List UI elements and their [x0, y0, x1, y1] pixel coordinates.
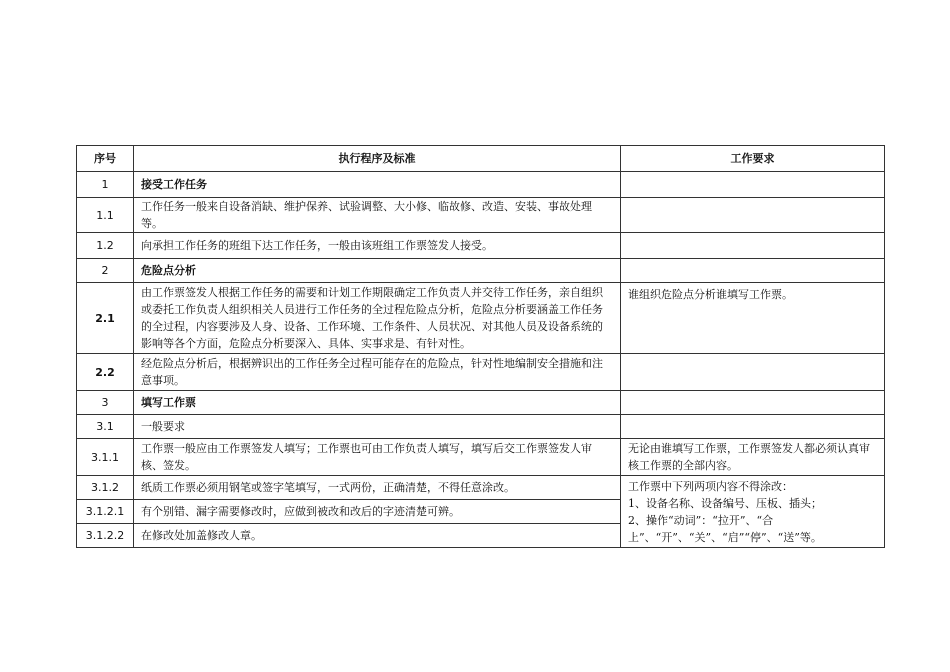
table-row — [77, 415, 885, 439]
row-procedure: 一般要求 — [134, 415, 621, 439]
row-procedure: 工作票一般应由工作票签发人填写；工作票也可由工作负责人填写，填写后交工作票签发人审核、签发。 — [134, 439, 621, 476]
row-number: 1 — [77, 172, 134, 198]
row-requirement — [621, 259, 885, 283]
table-row — [77, 198, 885, 233]
row-procedure: 纸质工作票必须用钢笔或签字笔填写，一式两份，正确清楚，不得任意涂改。 — [134, 476, 621, 500]
table-row — [77, 283, 885, 354]
row-requirement: 谁组织危险点分析谁填写工作票。 — [621, 283, 885, 354]
table-row — [77, 439, 885, 476]
row-requirement — [621, 233, 885, 259]
row-number: 1.2 — [77, 233, 134, 259]
section-title: 接受工作任务 — [134, 172, 621, 198]
row-requirement — [621, 354, 885, 391]
table-row — [77, 476, 885, 500]
row-procedure: 在修改处加盖修改人章。 — [134, 524, 621, 548]
row-procedure: 工作任务一般来自设备消缺、维护保养、试验调整、大小修、临故修、改造、安装、事故处理等。 — [134, 198, 621, 233]
table-header-row — [77, 146, 885, 172]
row-number: 3 — [77, 391, 134, 415]
row-number: 3.1 — [77, 415, 134, 439]
row-procedure: 由工作票签发人根据工作任务的需要和计划工作期限确定工作负责人并交待工作任务，亲自组织或委托工作负责人组织相关人员进行工作任务的全过程危险点分析，危险点分析要涵盖工作任务的全过程，内容要涉及人身、设备、工作环境、工作条件、人员状况、对其他人员及设备系统的影响等各个方面，危险点分析要深入、具体、实事求是、有针对性。 — [134, 283, 621, 354]
table-row — [77, 233, 885, 259]
table-row — [77, 354, 885, 391]
row-number: 1.1 — [77, 198, 134, 233]
section-title: 填写工作票 — [134, 391, 621, 415]
row-procedure: 有个别错、漏字需要修改时，应做到被改和改后的字迹清楚可辨。 — [134, 500, 621, 524]
header-requirement: 工作要求 — [621, 146, 885, 172]
header-no: 序号 — [77, 146, 134, 172]
row-number: 3.1.2.1 — [77, 500, 134, 524]
row-number: 3.1.2 — [77, 476, 134, 500]
table-row — [77, 172, 885, 198]
table-row — [77, 391, 885, 415]
row-requirement — [621, 172, 885, 198]
header-procedure: 执行程序及标准 — [134, 146, 621, 172]
row-requirement — [621, 415, 885, 439]
row-requirement: 无论由谁填写工作票，工作票签发人都必须认真审核工作票的全部内容。 — [621, 439, 885, 476]
row-number: 3.1.1 — [77, 439, 134, 476]
row-number: 3.1.2.2 — [77, 524, 134, 548]
row-number: 2 — [77, 259, 134, 283]
row-procedure: 向承担工作任务的班组下达工作任务，一般由该班组工作票签发人接受。 — [134, 233, 621, 259]
work-ticket-table — [76, 145, 885, 548]
row-requirement — [621, 391, 885, 415]
row-number: 2.1 — [77, 283, 134, 354]
row-number: 2.2 — [77, 354, 134, 391]
row-requirement: 工作票中下列两项内容不得涂改： 1、设备名称、设备编号、压板、插头； 2、操作“动词”：“拉开”、“合上”、“开”、“关”、“启”“停”、“送”等。 — [621, 476, 885, 548]
row-procedure: 经危险点分析后，根据辨识出的工作任务全过程可能存在的危险点，针对性地编制安全措施和注意事项。 — [134, 354, 621, 391]
table-row — [77, 259, 885, 283]
section-title: 危险点分析 — [134, 259, 621, 283]
row-requirement — [621, 198, 885, 233]
